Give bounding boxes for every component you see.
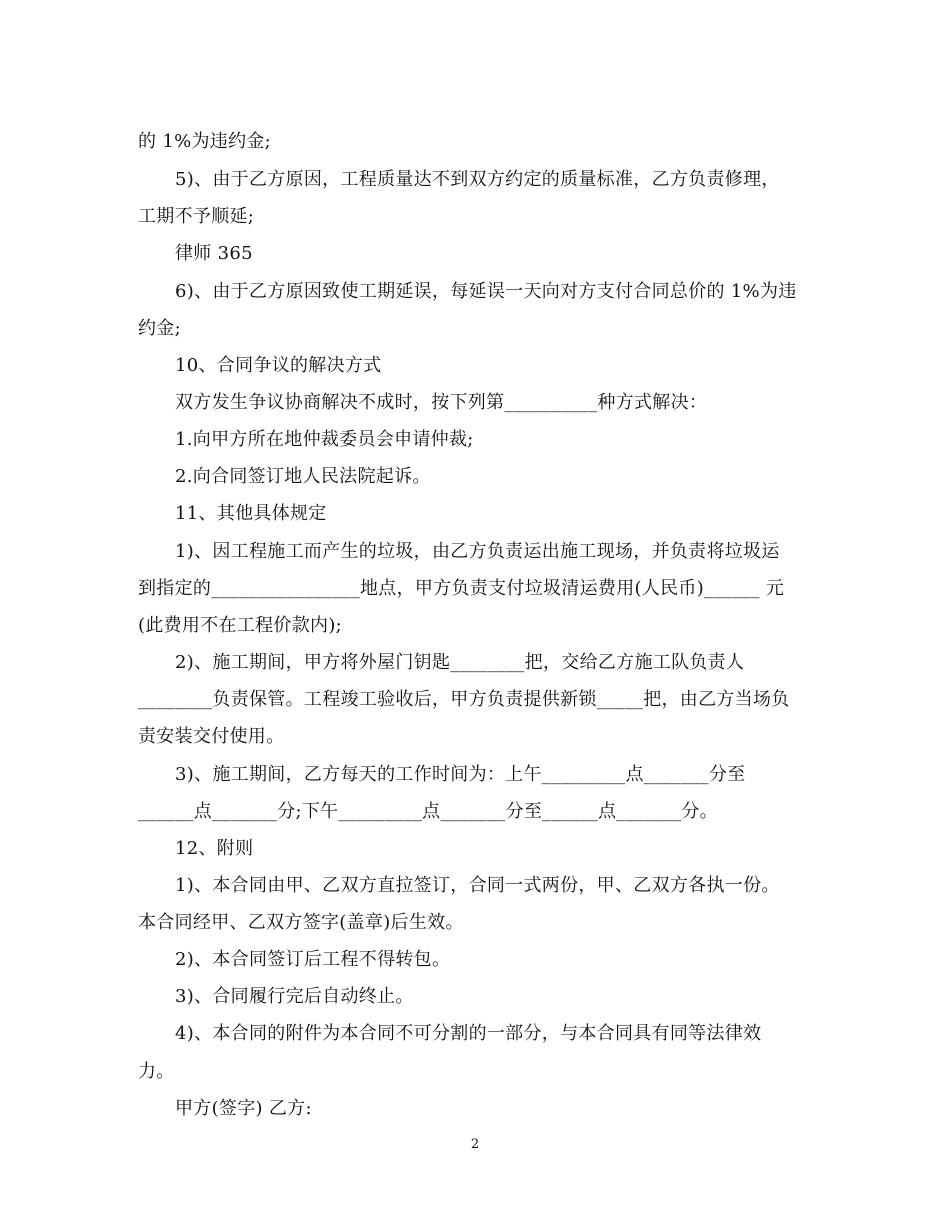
text-line: 1.向甲方所在地仲裁委员会申请仲裁; — [175, 429, 474, 450]
section-heading: 11、其他具体规定 — [175, 503, 327, 524]
section-heading: 10、合同争议的解决方式 — [175, 355, 382, 376]
text-line: 6)、由于乙方原因致使工期延误，每延误一天向对方支付合同总价的 1%为违 — [175, 281, 797, 302]
text-line: 本合同经甲、乙双方签字(盖章)后生效。 — [138, 912, 464, 933]
text-line: (此费用不在工程价款内); — [138, 615, 343, 636]
text-line: ________负责保管。工程竣工验收后，甲方负责提供新锁_____把，由乙方当场负 — [138, 689, 790, 710]
text-line: 2)、本合同签订后工程不得转包。 — [175, 949, 451, 970]
text-line: ______点_______分;下午_________点_______分至______点_______分。 — [138, 801, 718, 822]
section-heading: 12、附则 — [175, 838, 254, 859]
text-line: 3)、施工期间，乙方每天的工作时间为：上午_________点_______分至 — [175, 764, 746, 785]
page-number: 2 — [470, 1137, 480, 1152]
signature-line: 甲方(签字) 乙方: — [175, 1098, 312, 1119]
text-line: 约金; — [138, 318, 181, 339]
text-line: 1)、因工程施工而产生的垃圾，由乙方负责运出施工现场，并负责将垃圾运 — [175, 541, 780, 562]
text-line: 律师 365 — [175, 243, 253, 264]
text-line: 5)、由于乙方原因，工程质量达不到双方约定的质量标准，乙方负责修理， — [175, 169, 780, 190]
text-line: 责安装交付使用。 — [138, 726, 285, 747]
text-line: 力。 — [138, 1061, 175, 1082]
text-line: 的 1%为违约金; — [138, 131, 272, 152]
text-line: 2.向合同签订地人民法院起诉。 — [175, 466, 431, 487]
text-line: 1)、本合同由甲、乙双方直拉签订，合同一式两份，甲、乙双方各执一份。 — [175, 875, 780, 896]
text-line: 3)、合同履行完后自动终止。 — [175, 986, 414, 1007]
text-line: 4)、本合同的附件为本合同不可分割的一部分，与本合同具有同等法律效 — [175, 1023, 762, 1044]
text-line: 双方发生争议协商解决不成时，按下列第__________种方式解决： — [175, 392, 708, 413]
text-line: 工期不予顺延; — [138, 206, 255, 227]
text-line: 到指定的________________地点，甲方负责支付垃圾清运费用(人民币)______ 元 — [138, 578, 785, 599]
text-line: 2)、施工期间，甲方将外屋门钥匙________把，交给乙方施工队负责人 — [175, 652, 745, 673]
